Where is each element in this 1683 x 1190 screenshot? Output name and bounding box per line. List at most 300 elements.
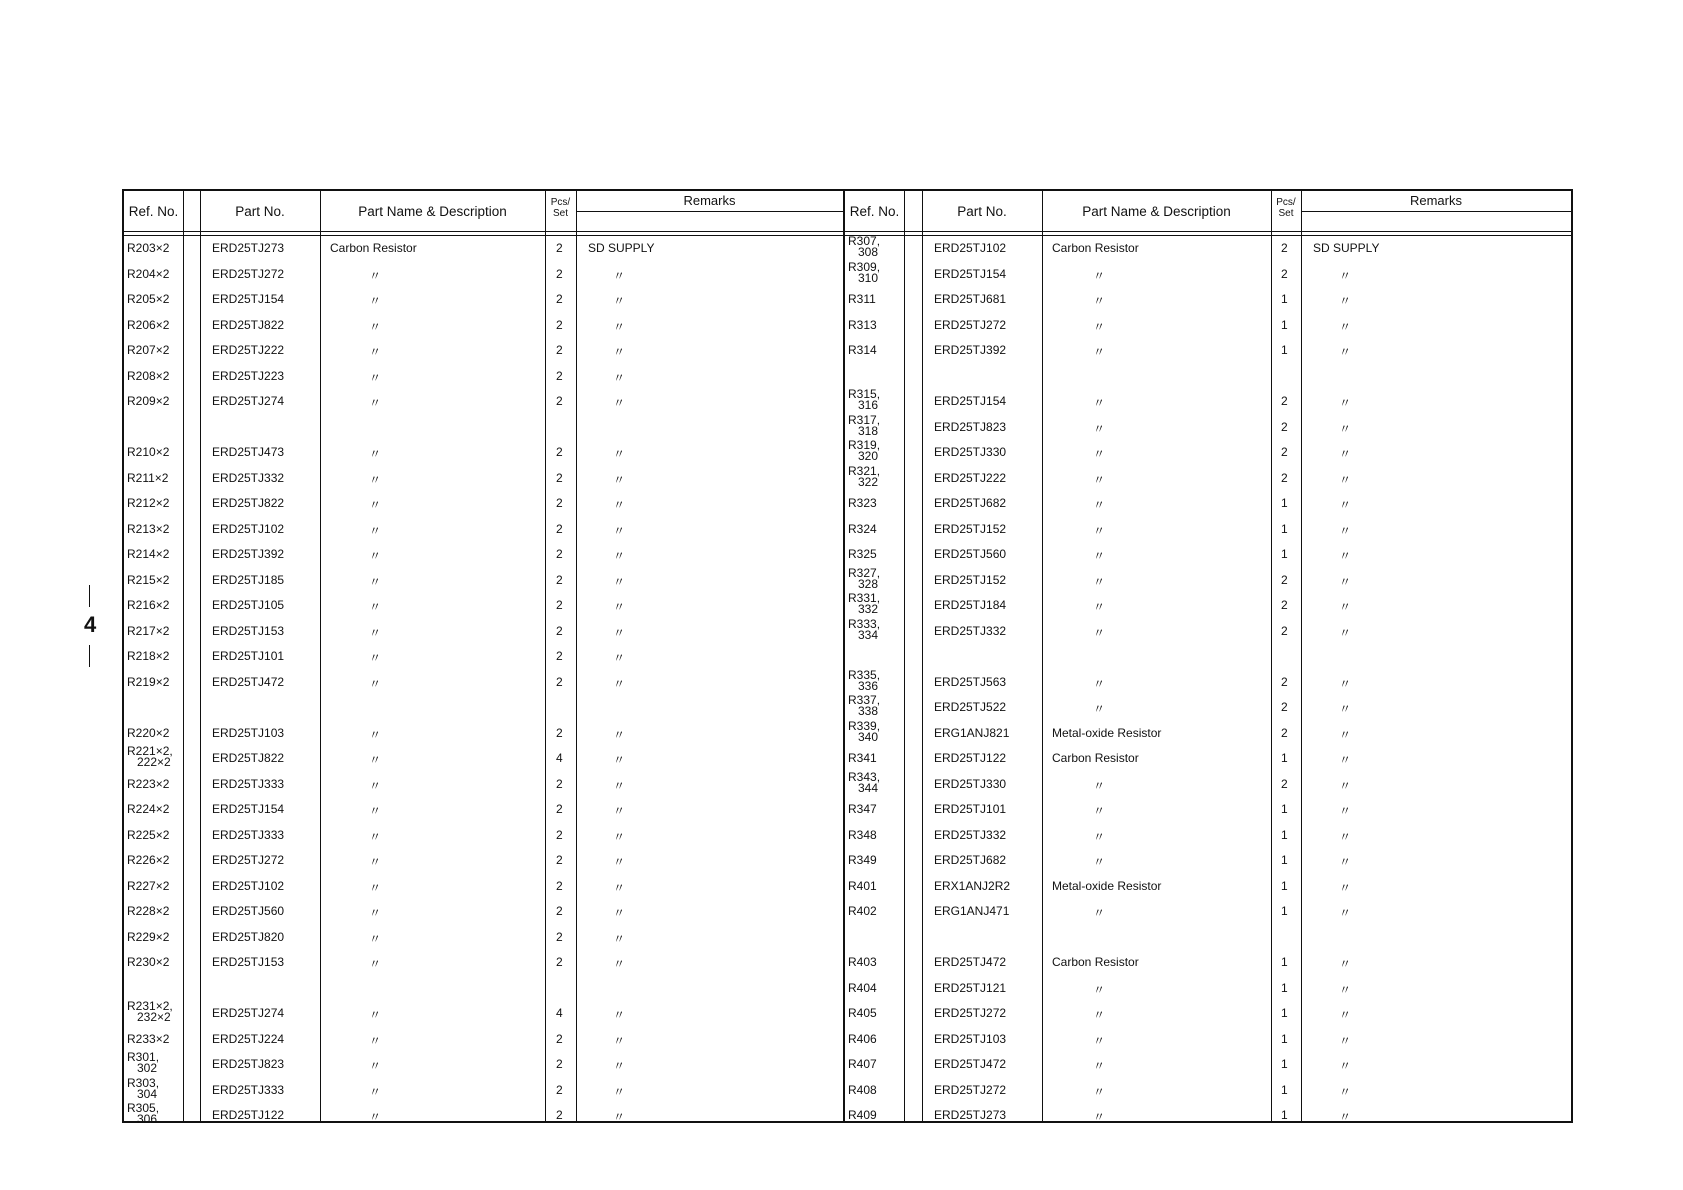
pcs-per-set: 2 [556, 1108, 563, 1122]
ref-no [848, 593, 880, 615]
table-row [124, 363, 843, 388]
pcs-per-set: 2 [1281, 674, 1288, 689]
remarks: 〃 [1339, 421, 1352, 436]
header-set-label: Set [1278, 208, 1294, 219]
part-description: 〃 [369, 396, 382, 410]
table-row [124, 337, 843, 362]
part-description: 〃 [369, 727, 382, 742]
part-no: ERD25TJ333 [212, 827, 285, 842]
table-row [845, 567, 1571, 592]
table-row [124, 235, 843, 260]
pcs-per-set: 2 [556, 929, 563, 944]
part-no: ERD25TJ102 [934, 241, 1007, 255]
part-description: 〃 [369, 319, 382, 334]
part-description: 〃 [1093, 472, 1106, 487]
remarks: 〃 [613, 829, 626, 844]
ref-no [848, 463, 881, 489]
part-no: ERD25TJ153 [212, 955, 285, 969]
ref-no [127, 1103, 159, 1125]
part-no: ERX1ANJ2R2 [934, 878, 1011, 893]
ref-no-line2: 318 [858, 423, 879, 438]
remarks: 〃 [613, 370, 626, 385]
part-description: 〃 [1093, 600, 1106, 614]
table-row [845, 975, 1571, 1000]
table-row [845, 286, 1571, 311]
table-row [124, 822, 843, 847]
part-no: ERD25TJ682 [934, 853, 1007, 867]
remarks: 〃 [613, 753, 626, 767]
page-number: 4 [84, 612, 97, 637]
part-no: ERD25TJ222 [212, 343, 285, 357]
pcs-per-set: 2 [556, 1031, 563, 1046]
part-description: 〃 [1093, 1084, 1106, 1099]
header-remarks: Remarks [1409, 193, 1462, 208]
table-row [124, 796, 843, 821]
table-row [845, 439, 1571, 464]
remarks: 〃 [1339, 753, 1352, 767]
part-description: 〃 [369, 1059, 382, 1073]
remarks: 〃 [1339, 804, 1352, 818]
table-row [124, 516, 843, 541]
pcs-per-set: 1 [1281, 292, 1288, 306]
pcs-per-set: 2 [556, 572, 563, 587]
header-pcs-label: Pcs/ [1276, 197, 1296, 208]
part-no: ERD25TJ273 [934, 1108, 1007, 1122]
table-row [124, 1000, 843, 1025]
pcs-per-set: 2 [1281, 700, 1288, 714]
pcs-per-set: 2 [1281, 241, 1288, 255]
part-description: 〃 [369, 447, 382, 461]
ref-no: R324 [848, 521, 877, 536]
remarks: 〃 [1339, 702, 1352, 716]
part-no: ERD25TJ121 [934, 980, 1007, 995]
part-description: 〃 [369, 268, 382, 283]
remarks: 〃 [1339, 319, 1352, 334]
remarks: 〃 [613, 447, 626, 461]
pcs-per-set: 2 [556, 955, 563, 969]
table-row [124, 745, 843, 770]
ref-no: R348 [848, 827, 877, 842]
table-row [124, 312, 843, 337]
part-description: 〃 [369, 651, 382, 665]
remarks: 〃 [1339, 880, 1352, 895]
table-row [845, 541, 1571, 566]
ref-no: R408 [848, 1082, 877, 1097]
ref-no [848, 769, 881, 795]
table-row [845, 490, 1571, 515]
remarks: 〃 [613, 804, 626, 818]
remarks: 〃 [1339, 600, 1352, 614]
ref-no: R203×2 [127, 241, 170, 255]
table-row [124, 567, 843, 592]
pcs-per-set: 1 [1281, 547, 1288, 561]
table-row [845, 847, 1571, 872]
ref-no: R314 [848, 343, 877, 357]
header-remarks: Remarks [683, 193, 736, 208]
part-description: 〃 [369, 753, 382, 767]
pcs-per-set: 1 [1281, 878, 1288, 893]
part-no: ERD25TJ330 [934, 776, 1007, 791]
ref-no [848, 667, 881, 693]
ref-no: R341 [848, 751, 877, 765]
remarks: 〃 [1339, 523, 1352, 538]
ref-no: R204×2 [127, 266, 170, 281]
pcs-per-set: 2 [556, 776, 563, 791]
pcs-per-set: 1 [1281, 317, 1288, 332]
ref-no-line1: R333, [848, 616, 881, 631]
pcs-per-set: 2 [556, 853, 563, 867]
part-description: 〃 [369, 931, 382, 946]
remarks: 〃 [1339, 549, 1352, 563]
table-row [124, 414, 843, 439]
part-description: 〃 [1093, 1008, 1106, 1022]
table-row [124, 439, 843, 464]
part-no: ERD25TJ224 [212, 1031, 285, 1046]
part-no: ERD25TJ154 [934, 266, 1007, 281]
remarks: 〃 [1339, 625, 1352, 640]
part-description: 〃 [1093, 804, 1106, 818]
part-no: ERD25TJ101 [934, 802, 1007, 816]
remarks: 〃 [613, 1110, 626, 1124]
ref-no: R323 [848, 496, 877, 510]
part-no: ERD25TJ560 [212, 904, 285, 918]
part-description: 〃 [369, 549, 382, 563]
part-no: ERD25TJ823 [934, 419, 1007, 434]
ref-no [848, 695, 880, 717]
remarks: 〃 [1339, 982, 1352, 997]
remarks: 〃 [613, 778, 626, 793]
part-no: ERD25TJ122 [934, 751, 1007, 765]
table-row [124, 541, 843, 566]
ref-no-line1: R315, [848, 387, 881, 401]
ref-no: R405 [848, 1006, 877, 1020]
ref-no [848, 565, 881, 591]
pcs-per-set: 2 [1281, 725, 1288, 740]
pcs-per-set: 2 [556, 521, 563, 536]
ref-no [848, 389, 880, 411]
remarks: 〃 [613, 268, 626, 283]
part-description: 〃 [369, 880, 382, 895]
ref-no-line2: 222×2 [137, 755, 171, 769]
part-description: Carbon Resistor [1052, 955, 1139, 969]
table-row [845, 363, 1571, 388]
table-row [845, 618, 1571, 643]
header-part-name: Part Name & Description [358, 203, 507, 219]
ref-no: R210×2 [127, 445, 170, 459]
table-row [124, 720, 843, 745]
ref-no: R214×2 [127, 547, 170, 561]
pcs-per-set: 2 [1281, 623, 1288, 638]
ref-no-line2: 328 [858, 576, 879, 591]
ref-no [848, 718, 881, 744]
header-part-no: Part No. [235, 203, 285, 219]
part-no: ERD25TJ392 [934, 343, 1007, 357]
part-description: 〃 [1093, 574, 1106, 589]
part-description: 〃 [1093, 498, 1106, 512]
table-row [845, 388, 1571, 413]
part-no: ERD25TJ272 [212, 853, 285, 867]
part-no: ERD25TJ223 [212, 368, 285, 383]
pcs-per-set: 1 [1281, 1108, 1288, 1122]
part-description: 〃 [1093, 1110, 1106, 1124]
part-no: ERD25TJ272 [212, 266, 285, 281]
pcs-per-set: 4 [556, 1006, 563, 1020]
table-row [124, 924, 843, 949]
ref-no-line2: 310 [858, 270, 879, 285]
table-row [845, 312, 1571, 337]
pcs-per-set: 2 [556, 266, 563, 281]
table-row [124, 847, 843, 872]
ref-no-line2: 304 [137, 1086, 158, 1101]
remarks: 〃 [1339, 1008, 1352, 1022]
part-no: ERD25TJ333 [212, 776, 285, 791]
page-marker-tick-top [89, 585, 90, 607]
part-no: ERD25TJ274 [212, 394, 285, 408]
part-description: 〃 [1093, 829, 1106, 844]
part-no: ERD25TJ522 [934, 700, 1007, 714]
ref-no-line2: 340 [858, 729, 879, 744]
ref-no-line2: 308 [858, 245, 879, 259]
part-description: 〃 [369, 370, 382, 385]
ref-no-line2: 302 [137, 1061, 158, 1075]
ref-no: R213×2 [127, 521, 170, 536]
remarks: 〃 [613, 880, 626, 895]
part-no: ERD25TJ272 [934, 317, 1007, 332]
part-description: 〃 [369, 778, 382, 793]
part-description: 〃 [369, 906, 382, 920]
ref-no [127, 1075, 160, 1101]
part-description: 〃 [369, 498, 382, 512]
table-row [124, 465, 843, 490]
ref-no-line2: 338 [858, 704, 879, 718]
table-row [124, 286, 843, 311]
ref-no: R212×2 [127, 496, 170, 510]
remarks: 〃 [613, 625, 626, 640]
pcs-per-set: 1 [1281, 496, 1288, 510]
part-description: 〃 [369, 804, 382, 818]
part-description: Carbon Resistor [1052, 241, 1139, 255]
pcs-per-set: 2 [556, 1057, 563, 1071]
part-description: 〃 [1093, 294, 1106, 308]
pcs-per-set: 1 [1281, 751, 1288, 765]
ref-no: R403 [848, 955, 877, 969]
remarks: 〃 [613, 345, 626, 359]
part-no: ERD25TJ822 [212, 496, 285, 510]
part-no: ERD25TJ184 [934, 598, 1007, 612]
header-pcs-set [545, 197, 576, 219]
ref-no-line2: 322 [858, 474, 879, 489]
table-row [124, 898, 843, 923]
ref-no: R311 [848, 292, 876, 306]
part-description: 〃 [369, 829, 382, 844]
part-no: ERD25TJ563 [934, 674, 1007, 689]
ref-no: R220×2 [127, 725, 170, 740]
pcs-per-set: 2 [556, 343, 563, 357]
part-no: ERD25TJ122 [212, 1108, 285, 1122]
pcs-per-set: 2 [556, 470, 563, 485]
part-no: ERD25TJ822 [212, 317, 285, 332]
remarks: 〃 [613, 1059, 626, 1073]
remarks: 〃 [613, 855, 626, 869]
part-description: 〃 [1093, 549, 1106, 563]
remarks: 〃 [1339, 855, 1352, 869]
part-no: ERD25TJ154 [212, 292, 285, 306]
remarks: 〃 [613, 472, 626, 487]
part-no: ERD25TJ101 [212, 649, 285, 663]
table-row [845, 337, 1571, 362]
table-row [124, 1026, 843, 1051]
table-row [124, 1077, 843, 1102]
ref-no-line1: R331, [848, 591, 881, 605]
header-set-label: Set [552, 208, 568, 219]
table-row [845, 643, 1571, 668]
table-row [124, 1102, 843, 1127]
remarks: 〃 [613, 294, 626, 308]
part-no: ERD25TJ103 [212, 725, 285, 740]
pcs-per-set: 2 [556, 368, 563, 383]
pcs-per-set: 2 [1281, 776, 1288, 791]
remarks: 〃 [1339, 1084, 1352, 1099]
ref-no: R216×2 [127, 598, 170, 612]
ref-no: R349 [848, 853, 877, 867]
part-description: 〃 [1093, 447, 1106, 461]
ref-no [848, 616, 881, 642]
part-description: 〃 [369, 523, 382, 538]
part-no: ERD25TJ102 [212, 521, 285, 536]
table-row [845, 414, 1571, 439]
part-no: ERD25TJ274 [212, 1006, 285, 1020]
remarks: 〃 [613, 931, 626, 946]
table-row [124, 873, 843, 898]
pcs-per-set: 1 [1281, 1031, 1288, 1046]
table-row [845, 822, 1571, 847]
part-no: ERD25TJ102 [212, 878, 285, 893]
parts-table-right [845, 189, 1573, 1123]
part-description: 〃 [369, 600, 382, 614]
ref-no-line1: R343, [848, 769, 881, 784]
table-row [845, 235, 1571, 260]
remarks: SD SUPPLY [588, 241, 655, 255]
part-no: ERD25TJ681 [934, 292, 1007, 306]
part-description: 〃 [1093, 778, 1106, 793]
ref-no [848, 236, 880, 258]
table-row [845, 796, 1571, 821]
remarks: 〃 [613, 549, 626, 563]
table-row [124, 1051, 843, 1076]
remarks: 〃 [1339, 829, 1352, 844]
ref-no: R218×2 [127, 649, 170, 663]
part-description: Carbon Resistor [330, 241, 417, 255]
part-no: ERD25TJ153 [212, 623, 285, 638]
part-description: 〃 [369, 957, 382, 971]
part-no: ERD25TJ103 [934, 1031, 1007, 1046]
remarks: 〃 [1339, 574, 1352, 589]
part-description: 〃 [1093, 982, 1106, 997]
ref-no: R227×2 [127, 878, 170, 893]
part-description: 〃 [369, 345, 382, 359]
part-no: ERD25TJ472 [934, 955, 1007, 969]
part-description: Metal-oxide Resistor [1052, 878, 1162, 893]
pcs-per-set: 1 [1281, 521, 1288, 536]
part-no: ERD25TJ152 [934, 572, 1007, 587]
remarks: 〃 [1339, 957, 1352, 971]
part-description: 〃 [369, 1110, 382, 1124]
part-description: 〃 [369, 625, 382, 640]
remarks: SD SUPPLY [1313, 241, 1380, 255]
remarks: 〃 [613, 523, 626, 538]
pcs-per-set: 1 [1281, 343, 1288, 357]
remarks: 〃 [1339, 676, 1352, 691]
part-description: 〃 [1093, 1033, 1106, 1048]
table-row [124, 618, 843, 643]
ref-no-line2: 316 [858, 398, 879, 412]
table-row [845, 694, 1571, 719]
remarks: 〃 [1339, 906, 1352, 920]
part-no: ERD25TJ272 [934, 1082, 1007, 1097]
pcs-per-set: 1 [1281, 904, 1288, 918]
remarks: 〃 [613, 1084, 626, 1099]
ref-no-line1: R305, [127, 1101, 160, 1115]
table-row [845, 771, 1571, 796]
ref-no [848, 440, 880, 462]
part-description: 〃 [369, 1033, 382, 1048]
table-row [845, 898, 1571, 923]
pcs-per-set: 2 [1281, 394, 1288, 408]
part-no: ERD25TJ272 [934, 1006, 1007, 1020]
ref-no-line1: R327, [848, 565, 881, 580]
table-row [124, 592, 843, 617]
pcs-per-set: 2 [556, 241, 563, 255]
header-pcs-set [1271, 197, 1301, 219]
part-description: 〃 [1093, 523, 1106, 538]
remarks: 〃 [1339, 396, 1352, 410]
part-no: ERD25TJ472 [934, 1057, 1007, 1071]
table-row [124, 694, 843, 719]
part-no: ERD25TJ560 [934, 547, 1007, 561]
ref-no: R402 [848, 904, 877, 918]
remarks: 〃 [1339, 778, 1352, 793]
ref-no: R313 [848, 317, 877, 332]
ref-no-line1: R319, [848, 438, 881, 452]
ref-no-line1: R321, [848, 463, 881, 478]
ref-no-line2: 306 [137, 1112, 158, 1126]
ref-no: R205×2 [127, 292, 170, 306]
pcs-per-set: 2 [1281, 572, 1288, 587]
part-description: 〃 [1093, 345, 1106, 359]
part-no: ERD25TJ152 [934, 521, 1007, 536]
ref-no-line1: R309, [848, 259, 881, 274]
pcs-per-set: 2 [556, 725, 563, 740]
ref-no: R211×2 [127, 470, 169, 485]
part-no: ERD25TJ472 [212, 674, 285, 689]
table-row [845, 261, 1571, 286]
part-description: 〃 [1093, 625, 1106, 640]
remarks: 〃 [613, 396, 626, 410]
ref-no: R325 [848, 547, 877, 561]
part-description: 〃 [369, 574, 382, 589]
ref-no [127, 1001, 173, 1023]
ref-no-line1: R317, [848, 412, 881, 427]
remarks: 〃 [613, 1033, 626, 1048]
ref-no-line2: 334 [858, 627, 879, 642]
remarks: 〃 [1339, 268, 1352, 283]
part-no: ERD25TJ473 [212, 445, 285, 459]
part-description: 〃 [1093, 702, 1106, 716]
ref-no-line1: R307, [848, 234, 881, 248]
pcs-per-set: 2 [1281, 266, 1288, 281]
part-no: ERD25TJ154 [212, 802, 285, 816]
ref-no-line1: R221×2, [127, 744, 173, 758]
